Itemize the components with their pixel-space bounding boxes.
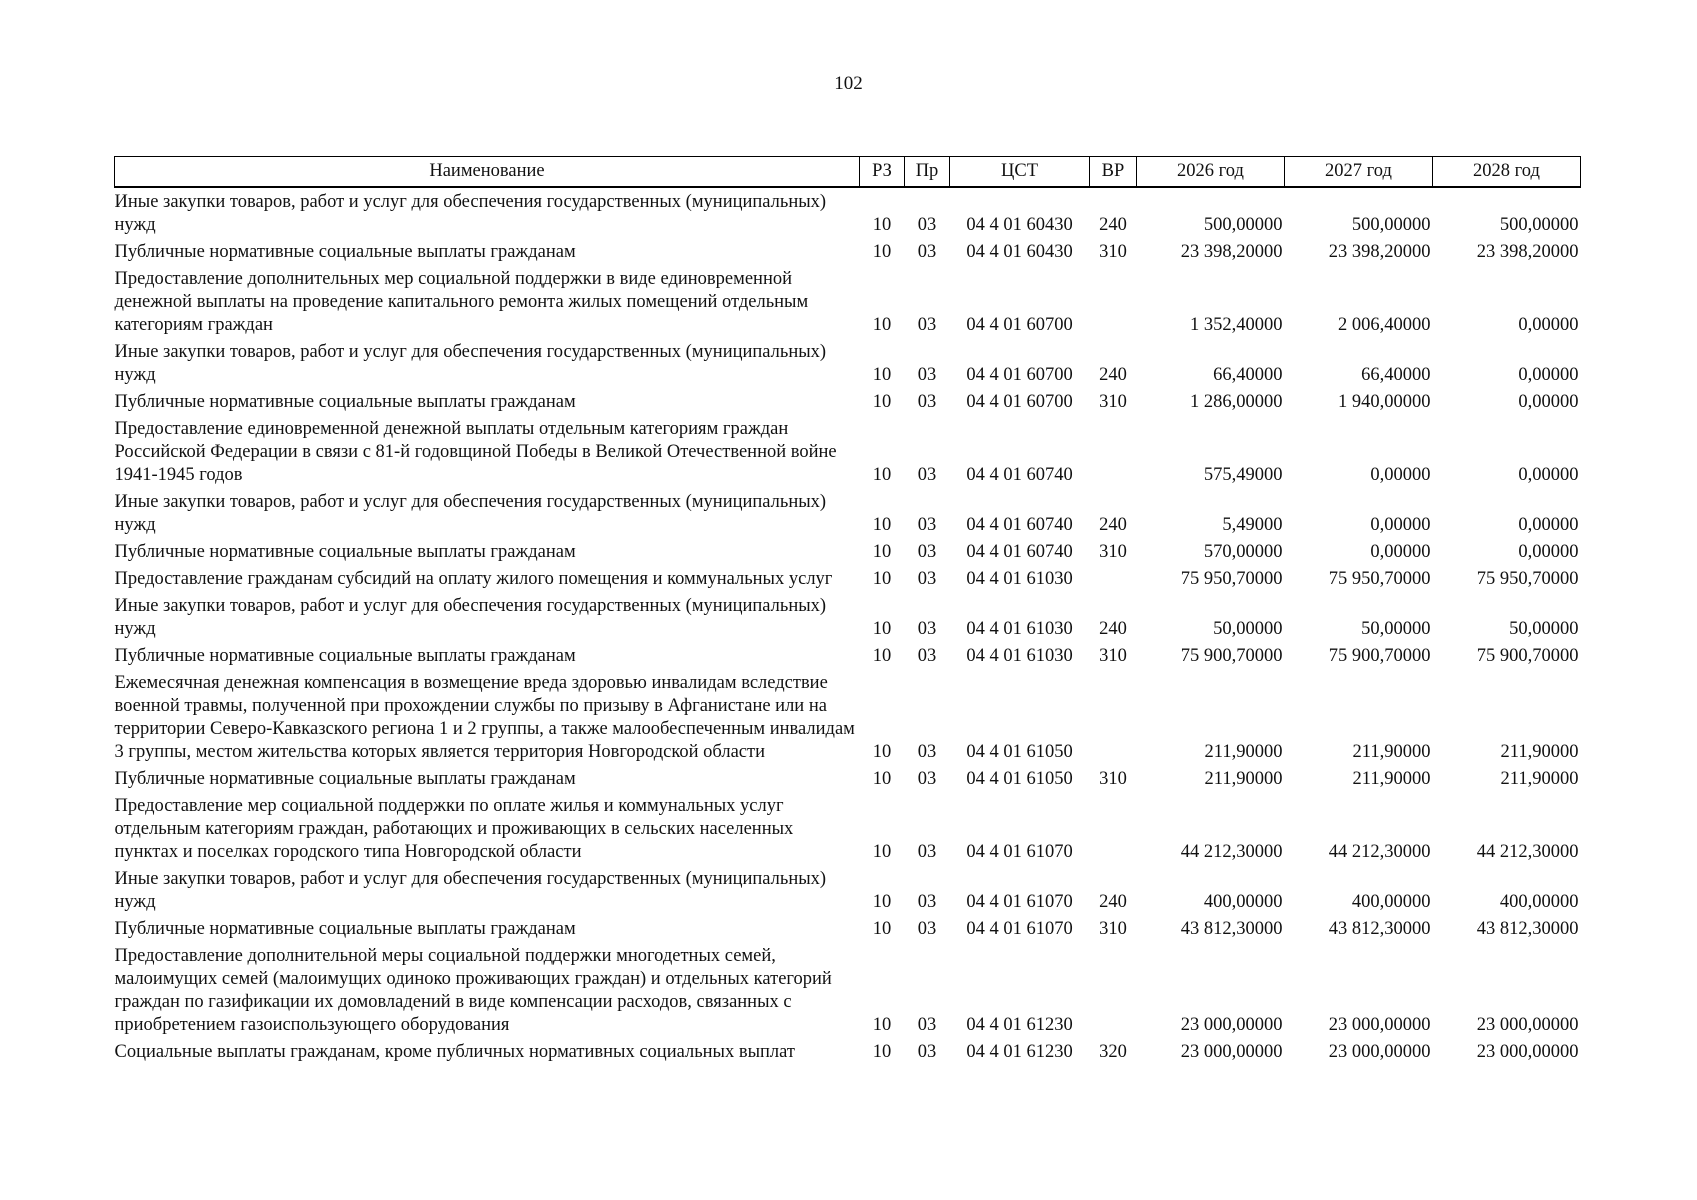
row-vr: 310 xyxy=(1099,542,1127,562)
table-row xyxy=(115,641,1581,668)
row-cst: 04 4 01 61230 xyxy=(966,1015,1073,1035)
table-row xyxy=(115,791,1581,864)
row-pr: 03 xyxy=(917,919,937,939)
row-cst: 04 4 01 61050 xyxy=(966,742,1073,762)
row-2028: 50,00000 xyxy=(1509,619,1579,639)
row-cst: 04 4 01 61050 xyxy=(966,769,1073,789)
row-name: Иные закупки товаров, работ и услуг для обеспечения государственных (муниципальных) нужд xyxy=(114,869,827,912)
table-row xyxy=(115,1037,1581,1064)
header-rz: РЗ xyxy=(860,157,905,188)
header-cst: ЦСТ xyxy=(950,157,1090,188)
row-2026: 75 900,70000 xyxy=(1180,646,1283,666)
row-2028: 43 812,30000 xyxy=(1476,919,1579,939)
row-name: Публичные нормативные социальные выплаты гражданам xyxy=(114,392,576,412)
row-vr xyxy=(1090,668,1137,764)
row-pr: 03 xyxy=(917,646,937,666)
row-2026: 23 398,20000 xyxy=(1180,242,1283,262)
row-rz: 10 xyxy=(872,392,892,412)
row-pr: 03 xyxy=(917,1042,937,1062)
header-2028: 2028 год xyxy=(1433,157,1581,188)
table-row xyxy=(115,564,1581,591)
row-cst: 04 4 01 61230 xyxy=(966,1042,1073,1062)
row-vr: 310 xyxy=(1099,769,1127,789)
row-rz: 10 xyxy=(872,892,892,912)
row-vr: 240 xyxy=(1099,215,1127,235)
row-2027: 2 006,40000 xyxy=(1338,315,1431,335)
row-rz: 10 xyxy=(872,742,892,762)
row-2026: 570,00000 xyxy=(1203,542,1283,562)
row-rz: 10 xyxy=(872,842,892,862)
row-pr: 03 xyxy=(917,842,937,862)
row-pr: 03 xyxy=(917,619,937,639)
row-2027: 44 212,30000 xyxy=(1328,842,1431,862)
row-2027: 23 398,20000 xyxy=(1328,242,1431,262)
row-pr: 03 xyxy=(917,569,937,589)
row-2027: 23 000,00000 xyxy=(1328,1042,1431,1062)
row-2028: 0,00000 xyxy=(1518,315,1579,335)
row-2026: 5,49000 xyxy=(1222,515,1283,535)
row-2027: 0,00000 xyxy=(1370,465,1431,485)
row-2026: 1 352,40000 xyxy=(1190,315,1283,335)
row-cst: 04 4 01 60700 xyxy=(966,392,1073,412)
row-2026: 23 000,00000 xyxy=(1180,1015,1283,1035)
row-2026: 400,00000 xyxy=(1203,892,1283,912)
row-rz: 10 xyxy=(872,542,892,562)
header-name: Наименование xyxy=(115,157,860,188)
row-rz: 10 xyxy=(872,242,892,262)
row-2028: 211,90000 xyxy=(1500,769,1579,789)
row-2026: 211,90000 xyxy=(1204,742,1283,762)
row-name: Публичные нормативные социальные выплаты гражданам xyxy=(114,542,576,562)
row-rz: 10 xyxy=(872,769,892,789)
row-2027: 400,00000 xyxy=(1351,892,1431,912)
row-2028: 211,90000 xyxy=(1500,742,1579,762)
row-2026: 500,00000 xyxy=(1203,215,1283,235)
row-rz: 10 xyxy=(872,1042,892,1062)
row-rz: 10 xyxy=(872,465,892,485)
row-vr xyxy=(1090,941,1137,1037)
row-2027: 211,90000 xyxy=(1352,742,1431,762)
row-pr: 03 xyxy=(917,215,937,235)
row-cst: 04 4 01 61070 xyxy=(966,892,1073,912)
row-cst: 04 4 01 60700 xyxy=(966,365,1073,385)
row-2028: 400,00000 xyxy=(1499,892,1579,912)
table-row xyxy=(115,591,1581,641)
row-2026: 575,49000 xyxy=(1203,465,1283,485)
header-vr: ВР xyxy=(1090,157,1137,188)
row-rz: 10 xyxy=(872,515,892,535)
row-vr: 320 xyxy=(1099,1042,1127,1062)
table-row xyxy=(115,414,1581,487)
table-row xyxy=(115,941,1581,1037)
row-rz: 10 xyxy=(872,619,892,639)
row-cst: 04 4 01 60740 xyxy=(966,515,1073,535)
row-vr: 240 xyxy=(1099,892,1127,912)
row-pr: 03 xyxy=(917,315,937,335)
row-pr: 03 xyxy=(917,1015,937,1035)
row-rz: 10 xyxy=(872,1015,892,1035)
row-cst: 04 4 01 60430 xyxy=(966,242,1073,262)
row-vr xyxy=(1090,564,1137,591)
row-2028: 23 000,00000 xyxy=(1476,1042,1579,1062)
row-2028: 23 398,20000 xyxy=(1476,242,1579,262)
row-2027: 0,00000 xyxy=(1370,515,1431,535)
row-pr: 03 xyxy=(917,742,937,762)
row-rz: 10 xyxy=(872,315,892,335)
row-vr xyxy=(1090,414,1137,487)
row-2028: 23 000,00000 xyxy=(1476,1015,1579,1035)
row-2028: 44 212,30000 xyxy=(1476,842,1579,862)
row-pr: 03 xyxy=(917,542,937,562)
row-cst: 04 4 01 60430 xyxy=(966,215,1073,235)
row-2027: 211,90000 xyxy=(1352,769,1431,789)
row-2026: 50,00000 xyxy=(1213,619,1283,639)
table-row xyxy=(115,668,1581,764)
row-2028: 0,00000 xyxy=(1518,465,1579,485)
row-name: Предоставление дополнительных мер социальной поддержки в виде единовременной денежной выплаты на проведение капитального ремонта жилых помещений отдельным категориям граждан xyxy=(114,269,809,335)
row-name: Предоставление мер социальной поддержки по оплате жилья и коммунальных услуг отдельным категориям граждан, работающих и проживающих в сельских населенных пунктах и поселках городского типа Новгородской области xyxy=(114,796,794,862)
row-pr: 03 xyxy=(917,242,937,262)
row-cst: 04 4 01 60700 xyxy=(966,315,1073,335)
row-pr: 03 xyxy=(917,365,937,385)
row-2028: 0,00000 xyxy=(1518,365,1579,385)
row-name: Иные закупки товаров, работ и услуг для обеспечения государственных (муниципальных) нужд xyxy=(114,342,827,385)
row-vr: 240 xyxy=(1099,515,1127,535)
row-2027: 500,00000 xyxy=(1351,215,1431,235)
row-2028: 0,00000 xyxy=(1518,515,1579,535)
row-vr: 310 xyxy=(1099,242,1127,262)
row-name: Иные закупки товаров, работ и услуг для обеспечения государственных (муниципальных) нужд xyxy=(114,192,827,235)
row-2026: 66,40000 xyxy=(1213,365,1283,385)
row-cst: 04 4 01 61030 xyxy=(966,569,1073,589)
row-rz: 10 xyxy=(872,569,892,589)
row-2027: 50,00000 xyxy=(1361,619,1431,639)
row-2027: 23 000,00000 xyxy=(1328,1015,1431,1035)
table-row xyxy=(115,864,1581,914)
row-pr: 03 xyxy=(917,769,937,789)
row-pr: 03 xyxy=(917,465,937,485)
row-pr: 03 xyxy=(917,515,937,535)
header-pr: Пр xyxy=(905,157,950,188)
row-cst: 04 4 01 61070 xyxy=(966,919,1073,939)
row-2027: 0,00000 xyxy=(1370,542,1431,562)
table-header-row xyxy=(115,157,1581,188)
row-2028: 75 900,70000 xyxy=(1476,646,1579,666)
table-row xyxy=(115,487,1581,537)
table-row xyxy=(115,537,1581,564)
row-pr: 03 xyxy=(917,392,937,412)
row-cst: 04 4 01 61070 xyxy=(966,842,1073,862)
row-name: Публичные нормативные социальные выплаты гражданам xyxy=(114,242,576,262)
row-2026: 44 212,30000 xyxy=(1180,842,1283,862)
row-name: Иные закупки товаров, работ и услуг для обеспечения государственных (муниципальных) нужд xyxy=(114,492,827,535)
row-pr: 03 xyxy=(917,892,937,912)
row-2028: 75 950,70000 xyxy=(1476,569,1579,589)
row-vr xyxy=(1090,264,1137,337)
row-vr: 310 xyxy=(1099,392,1127,412)
row-2027: 43 812,30000 xyxy=(1328,919,1431,939)
table-row xyxy=(115,914,1581,941)
row-vr: 240 xyxy=(1099,365,1127,385)
row-2028: 500,00000 xyxy=(1499,215,1579,235)
row-2026: 23 000,00000 xyxy=(1180,1042,1283,1062)
row-name: Социальные выплаты гражданам, кроме публичных нормативных социальных выплат xyxy=(114,1042,795,1062)
row-2027: 75 950,70000 xyxy=(1328,569,1431,589)
row-cst: 04 4 01 60740 xyxy=(966,542,1073,562)
table-row xyxy=(115,387,1581,414)
table-row xyxy=(115,337,1581,387)
table-row xyxy=(115,187,1581,237)
row-rz: 10 xyxy=(872,646,892,666)
row-2026: 75 950,70000 xyxy=(1180,569,1283,589)
row-cst: 04 4 01 61030 xyxy=(966,619,1073,639)
row-vr xyxy=(1090,791,1137,864)
row-name: Публичные нормативные социальные выплаты гражданам xyxy=(114,769,576,789)
row-2028: 0,00000 xyxy=(1518,542,1579,562)
header-2027: 2027 год xyxy=(1285,157,1433,188)
row-name: Предоставление дополнительной меры социальной поддержки многодетных семей, малоимущих семей (малоимущих одиноко проживающих граждан) и отдельных категорий граждан по газификации их домовладений в виде компенсации расходов, связанных с приобретением газоиспользующего оборудования xyxy=(114,946,832,1035)
row-2026: 1 286,00000 xyxy=(1190,392,1283,412)
row-2026: 43 812,30000 xyxy=(1180,919,1283,939)
row-rz: 10 xyxy=(872,365,892,385)
row-rz: 10 xyxy=(872,919,892,939)
row-name: Предоставление единовременной денежной выплаты отдельным категориям граждан Российской Федерации в связи с 81-й годовщиной Победы в Великой Отечественной войне 1941-1945 годов xyxy=(114,419,837,485)
table-body xyxy=(115,187,1581,1064)
row-cst: 04 4 01 60740 xyxy=(966,465,1073,485)
row-2028: 0,00000 xyxy=(1518,392,1579,412)
page-number: 102 xyxy=(834,73,863,94)
row-2026: 211,90000 xyxy=(1204,769,1283,789)
row-vr: 310 xyxy=(1099,646,1127,666)
row-name: Предоставление гражданам субсидий на оплату жилого помещения и коммунальных услуг xyxy=(114,569,833,589)
row-2027: 1 940,00000 xyxy=(1338,392,1431,412)
table-row xyxy=(115,237,1581,264)
row-name: Иные закупки товаров, работ и услуг для обеспечения государственных (муниципальных) нужд xyxy=(114,596,827,639)
row-2027: 75 900,70000 xyxy=(1328,646,1431,666)
row-name: Публичные нормативные социальные выплаты гражданам xyxy=(114,646,576,666)
header-2026: 2026 год xyxy=(1137,157,1285,188)
budget-table xyxy=(114,156,1581,1064)
table-row xyxy=(115,764,1581,791)
table-row xyxy=(115,264,1581,337)
row-vr: 310 xyxy=(1099,919,1127,939)
row-vr: 240 xyxy=(1099,619,1127,639)
row-2027: 66,40000 xyxy=(1361,365,1431,385)
row-name: Публичные нормативные социальные выплаты гражданам xyxy=(114,919,576,939)
row-name: Ежемесячная денежная компенсация в возмещение вреда здоровью инвалидам вследствие военной травмы, полученной при прохождении службы по призыву в Афганистане или на территории Северо-Кавказского региона 1 и 2 группы, а также малообеспеченным инвалидам 3 группы, местом жительства которых является территория Новгородской области xyxy=(114,673,855,762)
row-cst: 04 4 01 61030 xyxy=(966,646,1073,666)
row-rz: 10 xyxy=(872,215,892,235)
